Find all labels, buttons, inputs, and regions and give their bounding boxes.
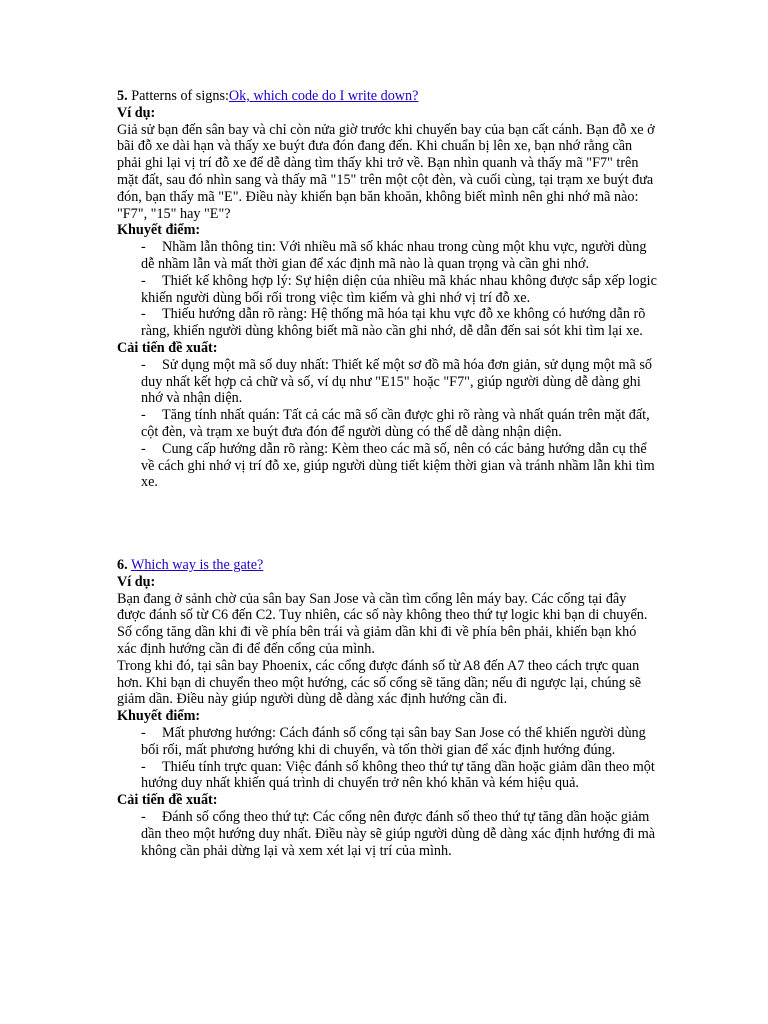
list-item-text: Đánh số cổng theo thứ tự: Các cổng nên được đánh số theo thứ tự tăng dần hoặc giảm dần theo một hướng duy nhất. Điều này sẽ giúp người dùng dễ dàng xác định hướng đi mà không cần phải dừng lại và xem xét lại vị trí của mình. (141, 808, 656, 859)
bullet-dash: - (141, 272, 146, 289)
bullet-dash: - (141, 407, 146, 424)
list-item-text: Thiết kế không hợp lý: Sự hiện diện của nhiều mã khác nhau không được sắp xếp logic khiến người dùng bối rối trong việc tìm kiếm và ghi nhớ vị trí đỗ xe. (141, 272, 657, 306)
example-paragraph: Giả sử bạn đến sân bay và chỉ còn nửa giờ trước khi chuyến bay của bạn cất cánh. Bạn đỗ xe ở bãi đỗ xe dài hạn và thấy xe buýt đưa đón đang đến. Khi chuẩn bị lên xe, bạn nhớ rằng cần phải ghi lại vị trí đỗ xe để dễ dàng tìm thấy khi trở về. Bạn nhìn quanh và thấy mã "F7" trên mặt đất, sau đó nhìn sang và thấy mã "15" trên một cột đèn, và cuối cùng, tại trạm xe buýt đưa đón, bạn thấy mã "E". Điều này khiến bạn băn khoăn, không biết mình nên ghi nhớ mã nào: "F7", "15" hay "E"? (117, 121, 655, 222)
bullet-dash: - (141, 758, 146, 775)
list-item (117, 273, 657, 307)
section-number: 5. (117, 88, 128, 104)
improve-label: Cải tiến đề xuất: (117, 792, 218, 809)
list-item-text: Sử dụng một mã số duy nhất: Thiết kế một sơ đồ mã hóa đơn giản, sử dụng một mã số duy nhất kết hợp cả chữ và số, ví dụ như "E15" hoặc "F7", giúp người dùng dễ dàng ghi nhớ và nhận diện. (141, 356, 653, 407)
cons-label: Khuyết điểm: (117, 222, 201, 239)
cons-list (117, 725, 657, 792)
cons-list (117, 239, 657, 340)
example-label: Ví dụ: (117, 573, 156, 590)
cons-label: Khuyết điểm: (117, 708, 201, 725)
bullet-dash: - (141, 808, 146, 825)
bullet-dash: - (141, 724, 146, 741)
list-item (117, 357, 657, 407)
section-6-link[interactable]: Which way is the gate? (130, 557, 264, 573)
list-item (117, 407, 657, 441)
section-5-link[interactable]: Ok, which code do I write down? (228, 88, 419, 104)
section-5 (117, 88, 657, 491)
improve-label: Cải tiến đề xuất: (117, 339, 218, 356)
section-prefix: Patterns of signs: (127, 88, 229, 104)
improvements-list (117, 357, 657, 491)
list-item (117, 725, 657, 759)
list-item-text: Mất phương hướng: Cách đánh số cổng tại sân bay San Jose có thể khiến người dùng bối rối, mất phương hướng khi di chuyển, và tốn thời gian để xác định hướng đúng. (141, 724, 646, 758)
example-paragraph: Bạn đang ở sảnh chờ của sân bay San Jose và cần tìm cổng lên máy bay. Các cổng tại đây được đánh số từ C6 đến C2. Tuy nhiên, các số này không theo thứ tự logic khi bạn di chuyển. Số cổng tăng dần khi đi về phía bên trái và giảm dần khi đi về phía bên phải, khiến bạn khó xác định hướng cần đi để đến cổng của mình. (117, 590, 648, 657)
example-paragraph: Trong khi đó, tại sân bay Phoenix, các cổng được đánh số từ A8 đến A7 theo cách trực quan hơn. Khi bạn di chuyển theo một hướng, các số cổng sẽ tăng dần; nếu đi ngược lại, chúng sẽ giảm dần. Điều này giúp người dùng dễ dàng xác định hướng cần đi. (117, 657, 642, 708)
list-item (117, 239, 657, 273)
improvements-list (117, 809, 657, 859)
section-5-heading (117, 88, 657, 105)
bullet-dash: - (141, 440, 146, 457)
section-6 (117, 557, 657, 859)
list-item (117, 441, 657, 491)
list-item (117, 809, 657, 859)
bullet-dash: - (141, 239, 146, 256)
list-item (117, 306, 657, 340)
list-item-text: Thiếu hướng dẫn rõ ràng: Hệ thống mã hóa tại khu vực đỗ xe không có hướng dẫn rõ ràng, khiến người dùng không biết mã nào cần ghi nhớ, dễ dẫn đến sai sót khi tìm lại xe. (141, 306, 646, 340)
list-item-text: Cung cấp hướng dẫn rõ ràng: Kèm theo các mã số, nên có các bảng hướng dẫn cụ thể về cách ghi nhớ vị trí đỗ xe, giúp người dùng tiết kiệm thời gian và tránh nhầm lẫn khi tìm xe. (141, 440, 655, 491)
section-number: 6. (117, 557, 128, 573)
list-item-text: Thiếu tính trực quan: Việc đánh số không theo thứ tự tăng dần hoặc giảm dần theo một hướng duy nhất khiến quá trình di chuyển trở nên khó khăn và kém hiệu quả. (141, 758, 655, 792)
list-item-text: Nhầm lẫn thông tin: Với nhiều mã số khác nhau trong cùng một khu vực, người dùng dễ nhầm lẫn và mất thời gian để xác định mã nào là quan trọng và cần ghi nhớ. (141, 239, 647, 272)
bullet-dash: - (141, 306, 146, 323)
example-label: Ví dụ: (117, 104, 156, 121)
section-6-heading (117, 557, 657, 574)
bullet-dash: - (141, 356, 146, 373)
list-item-text: Tăng tính nhất quán: Tất cả các mã số cần được ghi rõ ràng và nhất quán trên mặt đất, cột đèn, và trạm xe buýt đưa đón để người dùng có thể dễ dàng nhận diện. (141, 407, 650, 440)
list-item (117, 759, 657, 793)
